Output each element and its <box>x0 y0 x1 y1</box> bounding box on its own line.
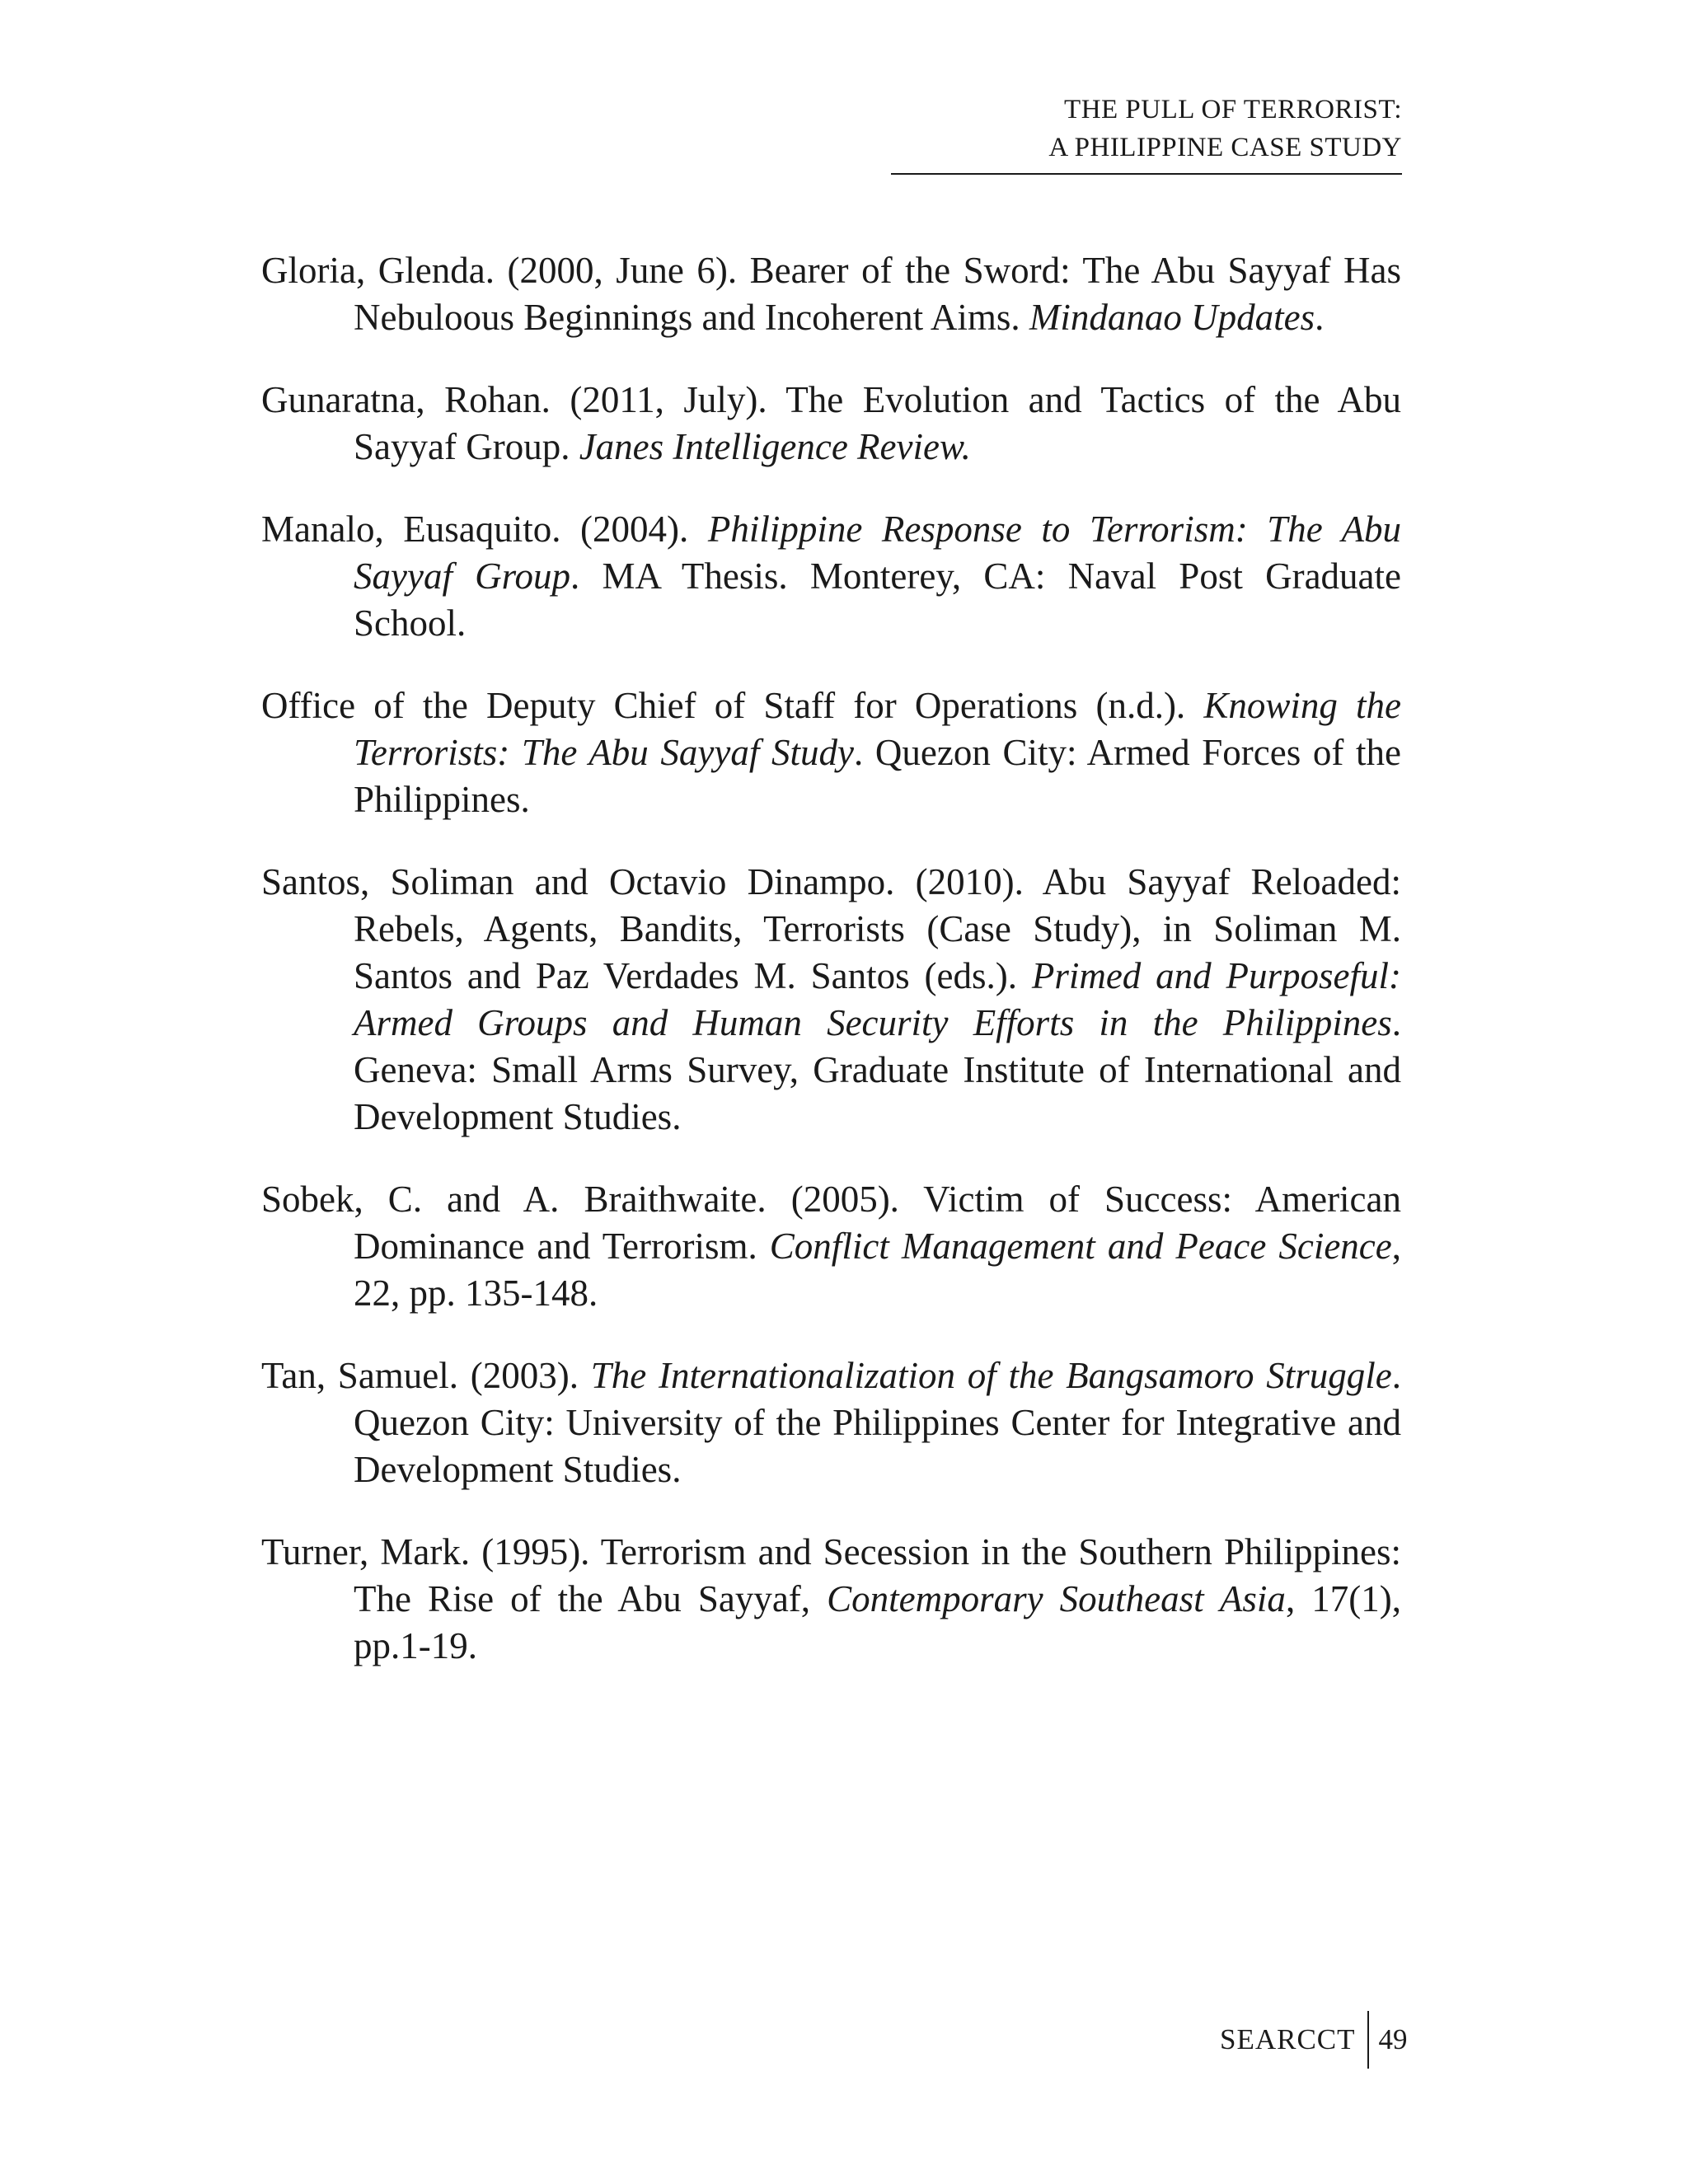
reference-title-italic: Contemporary Southeast Asia <box>827 1578 1286 1619</box>
page-number: 49 <box>1378 2023 1408 2055</box>
reference-text: Tan, Samuel. (2003). <box>261 1355 591 1396</box>
reference-entry <box>261 506 1401 647</box>
reference-entry <box>261 1352 1401 1493</box>
reference-text: , 17(1), pp.1-19. <box>354 1578 1401 1666</box>
reference-title-italic: Mindanao Updates <box>1029 297 1315 338</box>
reference-title-italic: Knowing the Terrorists: The Abu Sayyaf Study <box>354 685 1402 773</box>
reference-text: Gunaratna, Rohan. (2011, July). The Evolution and Tactics of the Abu Sayyaf Group. <box>261 379 1401 467</box>
reference-entry <box>261 247 1401 341</box>
reference-text: . Geneva: Small Arms Survey, Graduate Institute of International and Development Studies. <box>354 1002 1401 1137</box>
reference-text: , 22, pp. 135-148. <box>354 1226 1402 1314</box>
reference-text: Office of the Deputy Chief of Staff for Operations (n.d.). <box>261 685 1204 726</box>
footer-organization: SEARCCT <box>1220 2023 1356 2055</box>
reference-entry <box>261 1176 1401 1317</box>
reference-text: Gloria, Glenda. (2000, June 6). Bearer of the Sword: The Abu Sayyaf Has Nebuloous Beginnings and Incoherent Aims. <box>261 250 1401 338</box>
reference-text: . <box>1315 297 1325 338</box>
reference-title-italic: Conflict Management and Peace Science <box>769 1226 1392 1267</box>
running-header <box>891 91 1402 175</box>
reference-title-italic: Janes Intelligence Review. <box>579 426 971 467</box>
reference-text: . Quezon City: Armed Forces of the Philippines. <box>354 732 1402 820</box>
reference-text: Sobek, C. and A. Braithwaite. (2005). Victim of Success: American Dominance and Terrorism. <box>261 1179 1401 1267</box>
running-header-line-2: A PHILIPPINE CASE STUDY <box>1048 133 1402 162</box>
page-footer <box>1220 2011 1408 2069</box>
reference-title-italic: The Internationalization of the Bangsamoro Struggle <box>590 1355 1392 1396</box>
reference-entry <box>261 682 1401 823</box>
reference-text: . Quezon City: University of the Philippines Center for Integrative and Development Studies. <box>354 1355 1401 1490</box>
running-header-line-1: THE PULL OF TERRORIST: <box>1064 95 1402 124</box>
reference-title-italic: Primed and Purposeful: Armed Groups and Human Security Efforts in the Philippines <box>354 955 1401 1043</box>
reference-entry <box>261 1529 1401 1670</box>
reference-text: Manalo, Eusaquito. (2004). <box>261 509 708 550</box>
reference-text: Turner, Mark. (1995). Terrorism and Secession in the Southern Philippines: The Rise of the Abu Sayyaf, <box>261 1531 1401 1619</box>
reference-entry <box>261 859 1401 1141</box>
reference-list <box>261 247 1401 1705</box>
header-rule <box>891 173 1402 175</box>
reference-title-italic: Philippine Response to Terrorism: The Abu Sayyaf Group <box>354 509 1401 597</box>
reference-entry <box>261 377 1401 471</box>
reference-text: Santos, Soliman and Octavio Dinampo. (2010). Abu Sayyaf Reloaded: Rebels, Agents, Bandits, Terrorists (Case Study), in Soliman M. Santos and Paz Verdades M. Santos (eds.). <box>261 861 1401 996</box>
reference-text: . MA Thesis. Monterey, CA: Naval Post Graduate School. <box>354 555 1401 644</box>
